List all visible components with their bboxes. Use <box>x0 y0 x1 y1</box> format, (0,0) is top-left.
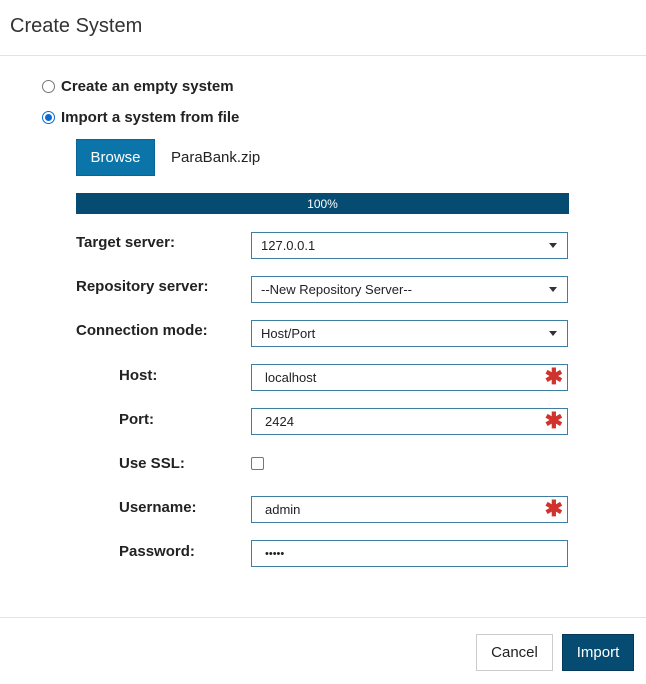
required-asterisk-icon: ✱ <box>544 496 563 521</box>
import-button[interactable]: Import <box>562 634 634 671</box>
use-ssl-checkbox[interactable] <box>251 457 264 470</box>
repository-server-select[interactable] <box>251 276 568 303</box>
host-label: Host: <box>119 367 158 384</box>
selected-filename: ParaBank.zip <box>171 149 261 166</box>
port-label: Port: <box>119 411 154 428</box>
target-server-label: Target server: <box>76 234 175 251</box>
password-input[interactable] <box>251 540 568 567</box>
port-value: 2424 <box>265 414 294 429</box>
repository-server-label: Repository server: <box>76 278 209 295</box>
chevron-down-icon <box>549 331 557 336</box>
browse-button[interactable]: Browse <box>76 139 155 176</box>
dialog-header <box>0 0 646 56</box>
repository-server-value: --New Repository Server-- <box>261 282 412 297</box>
progress-text: 100% <box>307 196 338 211</box>
host-value: localhost <box>265 370 317 385</box>
chevron-down-icon <box>549 287 557 292</box>
connection-mode-select[interactable] <box>251 320 568 347</box>
required-asterisk-icon: ✱ <box>544 408 563 433</box>
chevron-down-icon <box>549 243 557 248</box>
password-label: Password: <box>119 543 195 560</box>
radio-label-import: Import a system from file <box>61 109 240 126</box>
username-value: admin <box>265 502 301 517</box>
host-input[interactable] <box>251 364 568 391</box>
connection-mode-label: Connection mode: <box>76 322 208 339</box>
required-asterisk-icon: ✱ <box>544 364 563 389</box>
radio-create-empty[interactable] <box>42 78 234 95</box>
dialog-title: Create System <box>10 15 143 37</box>
radio-label-empty: Create an empty system <box>61 78 234 95</box>
radio-button-import[interactable] <box>42 111 55 124</box>
port-input[interactable] <box>251 408 568 435</box>
radio-import-file[interactable] <box>42 109 239 126</box>
cancel-button[interactable]: Cancel <box>476 634 553 671</box>
radio-button-empty[interactable] <box>42 80 55 93</box>
use-ssl-label: Use SSL: <box>119 455 185 472</box>
password-value: ••••• <box>265 547 285 560</box>
username-input[interactable] <box>251 496 568 523</box>
connection-mode-value: Host/Port <box>261 326 316 341</box>
target-server-select[interactable] <box>251 232 568 259</box>
target-server-value: 127.0.0.1 <box>261 238 316 253</box>
username-label: Username: <box>119 499 197 516</box>
upload-progress-bar <box>76 193 569 214</box>
